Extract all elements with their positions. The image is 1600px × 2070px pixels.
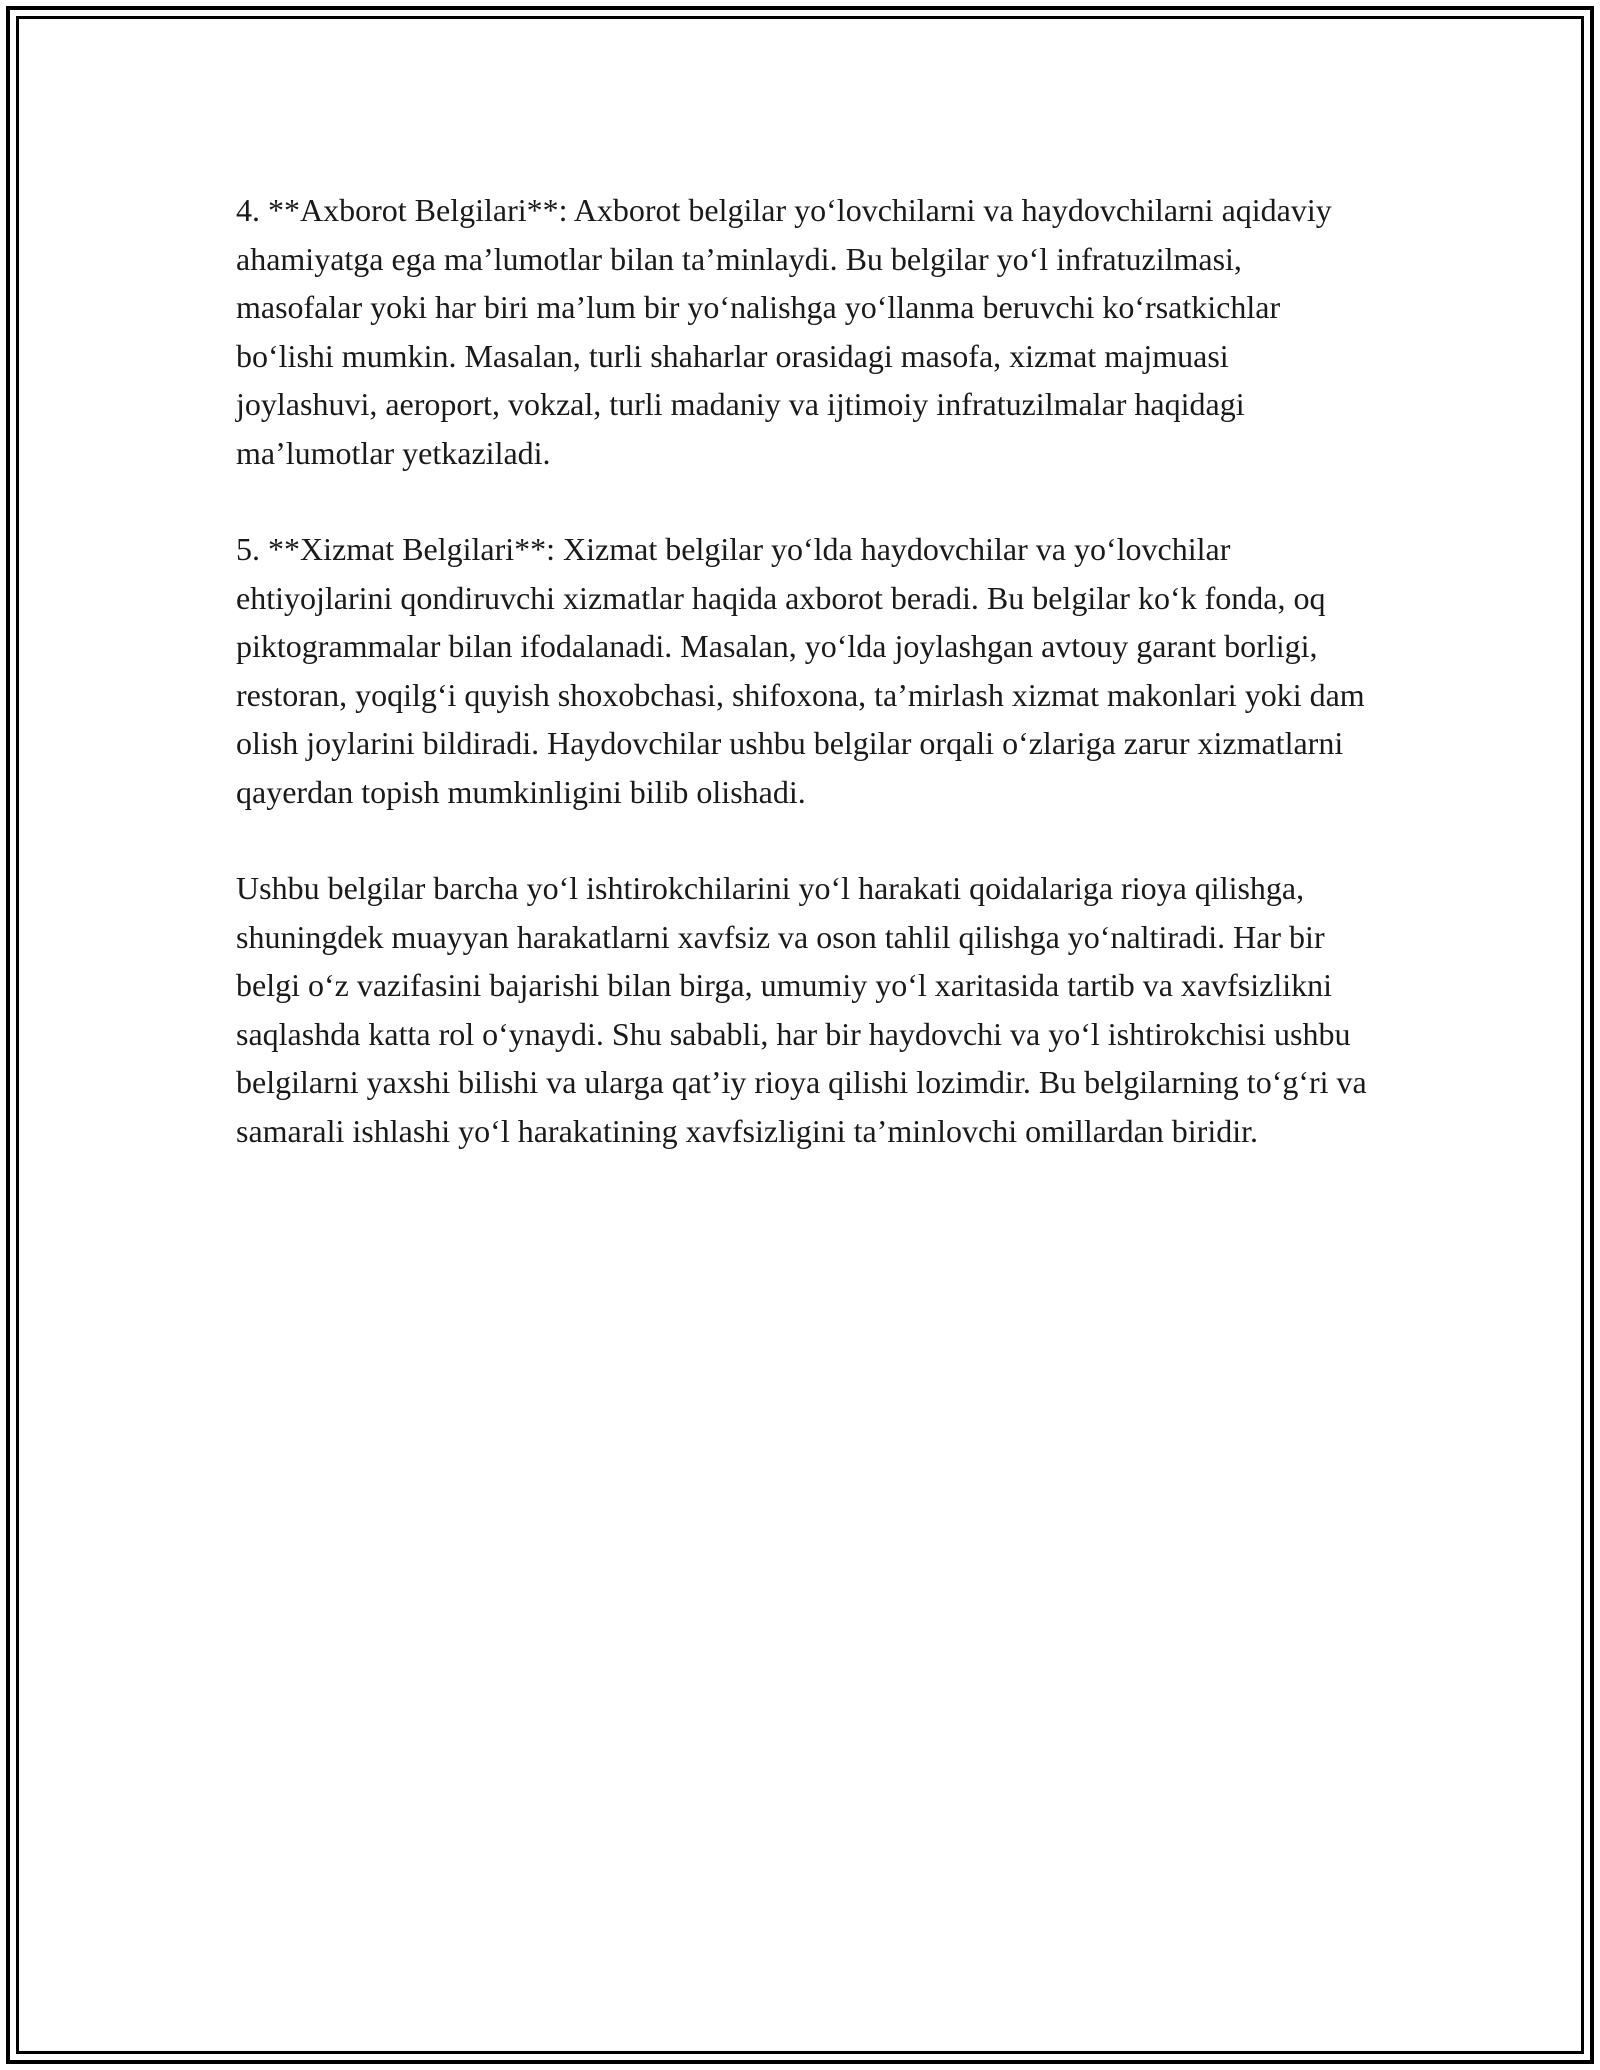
document-body — [236, 186, 1376, 1203]
paragraph-conclusion: Ushbu belgilar barcha yo‘l ishtirokchilarini yo‘l harakati qoidalariga rioya qilishga, shuningdek muayyan harakatlarni xavfsiz va oson tahlil qilishga yo‘naltiradi. Har bir belgi o‘z vazifasini bajarishi bilan birga, umumiy yo‘l xaritasida tartib va xavfsizlikni saqlashda katta rol o‘ynaydi. Shu sababli, har bir haydovchi va yo‘l ishtirokchisi ushbu belgilarni yaxshi bilishi va ularga qat’iy rioya qilishi lozimdir. Bu belgilarning to‘g‘ri va samarali ishlashi yo‘l harakatining xavfsizligini ta’minlovchi omillardan biridir. — [236, 870, 1367, 1149]
paragraph-xizmat-belgilari: 5. **Xizmat Belgilari**: Xizmat belgilar yo‘lda haydovchilar va yo‘lovchilar ehtiyojlarini qondiruvchi xizmatlar haqida axborot beradi. Bu belgilar ko‘k fonda, oq piktogrammalar bilan ifodalanadi. Masalan, yo‘lda joylashgan avtouy garant borligi, restoran, yoqilg‘i quyish shoxobchasi, shifoxona, ta’mirlash xizmat makonlari yoki dam olish joylarini bildiradi. Haydovchilar ushbu belgilar orqali o‘zlariga zarur xizmatlarni qayerdan topish mumkinligini bilib olishadi. — [236, 531, 1365, 810]
paragraph-axborot-belgilari: 4. **Axborot Belgilari**: Axborot belgilar yo‘lovchilarni va haydovchilarni aqidaviy ahamiyatga ega ma’lumotlar bilan ta’minlaydi. Bu belgilar yo‘l infratuzilmasi, masofalar yoki har biri ma’lum bir yo‘nalishga yo‘llanma beruvchi ko‘rsatkichlar bo‘lishi mumkin. Masalan, turli shaharlar orasidagi masofa, xizmat majmuasi joylashuvi, aeroport, vokzal, turli madaniy va ijtimoiy infratuzilmalar haqidagi ma’lumotlar yetkaziladi. — [236, 192, 1332, 471]
